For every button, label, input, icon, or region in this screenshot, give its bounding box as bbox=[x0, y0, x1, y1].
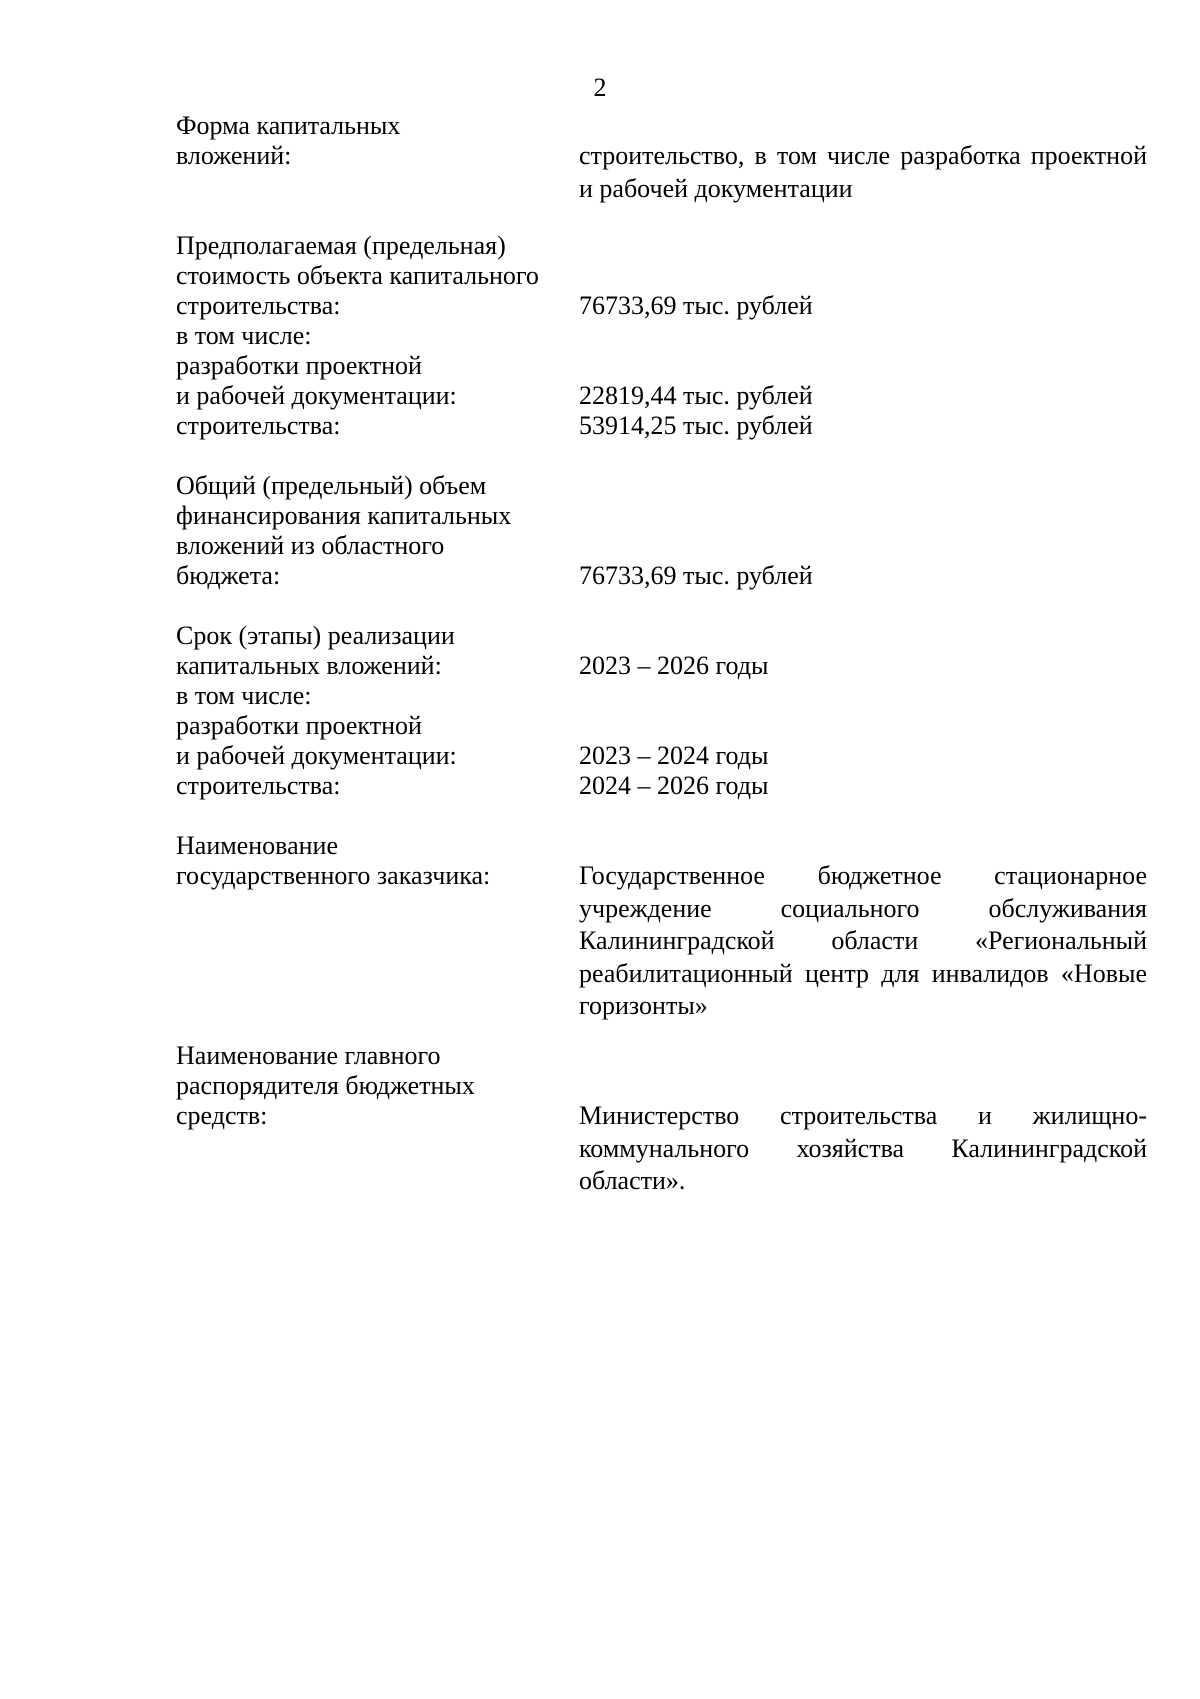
cost-design-value: 22819,44 тыс. рублей bbox=[579, 381, 813, 410]
manager-label-line-1: Наименование главного bbox=[176, 1041, 441, 1070]
page-number: 2 bbox=[593, 73, 607, 102]
cost-label-line-5: разработки проектной bbox=[176, 351, 422, 380]
form-label-line-2: вложений: bbox=[176, 141, 292, 170]
timeline-label-line-2: капитальных вложений: bbox=[176, 651, 442, 680]
cost-label-line-6: и рабочей документации: bbox=[176, 381, 457, 410]
timeline-label-line-5: и рабочей документации: bbox=[176, 741, 457, 770]
timeline-label-line-6: строительства: bbox=[176, 771, 341, 800]
cost-label-line-1: Предполагаемая (предельная) bbox=[176, 231, 506, 260]
cost-label-line-3: строительства: bbox=[176, 291, 341, 320]
form-value: строительство, в том числе разработка проектной и рабочей документации bbox=[579, 141, 1147, 203]
cost-label-line-7: строительства: bbox=[176, 411, 341, 440]
customer-value: Государственное бюджетное стационарное учреждение социального обслуживания Калининградской области «Региональный реабилитационный центр для инвалидов «Новые горизонты» bbox=[579, 861, 1147, 1020]
customer-label-line-1: Наименование bbox=[176, 831, 338, 860]
customer-label-line-2: государственного заказчика: bbox=[176, 861, 491, 890]
timeline-total-value: 2023 – 2026 годы bbox=[579, 651, 769, 680]
manager-label-line-3: средств: bbox=[176, 1101, 268, 1130]
cost-total-value: 76733,69 тыс. рублей bbox=[579, 291, 813, 320]
funding-value: 76733,69 тыс. рублей bbox=[579, 561, 813, 590]
cost-construction-value: 53914,25 тыс. рублей bbox=[579, 411, 813, 440]
cost-label-line-2: стоимость объекта капитального bbox=[176, 261, 539, 290]
funding-label-line-4: бюджета: bbox=[176, 561, 281, 590]
manager-label-line-2: распорядителя бюджетных bbox=[176, 1071, 475, 1100]
funding-label-line-2: финансирования капитальных bbox=[176, 501, 512, 530]
form-label-line-1: Форма капитальных bbox=[176, 111, 401, 140]
timeline-label-line-1: Срок (этапы) реализации bbox=[176, 621, 455, 650]
funding-label-line-3: вложений из областного bbox=[176, 531, 445, 560]
funding-label-line-1: Общий (предельный) объем bbox=[176, 471, 487, 500]
timeline-label-line-3: в том числе: bbox=[176, 681, 312, 710]
timeline-construction-value: 2024 – 2026 годы bbox=[579, 771, 769, 800]
timeline-label-line-4: разработки проектной bbox=[176, 711, 422, 740]
timeline-design-value: 2023 – 2024 годы bbox=[579, 741, 769, 770]
manager-value: Министерство строительства и жилищно-коммунального хозяйства Калининградской области». bbox=[579, 1101, 1147, 1195]
cost-label-line-4: в том числе: bbox=[176, 321, 312, 350]
